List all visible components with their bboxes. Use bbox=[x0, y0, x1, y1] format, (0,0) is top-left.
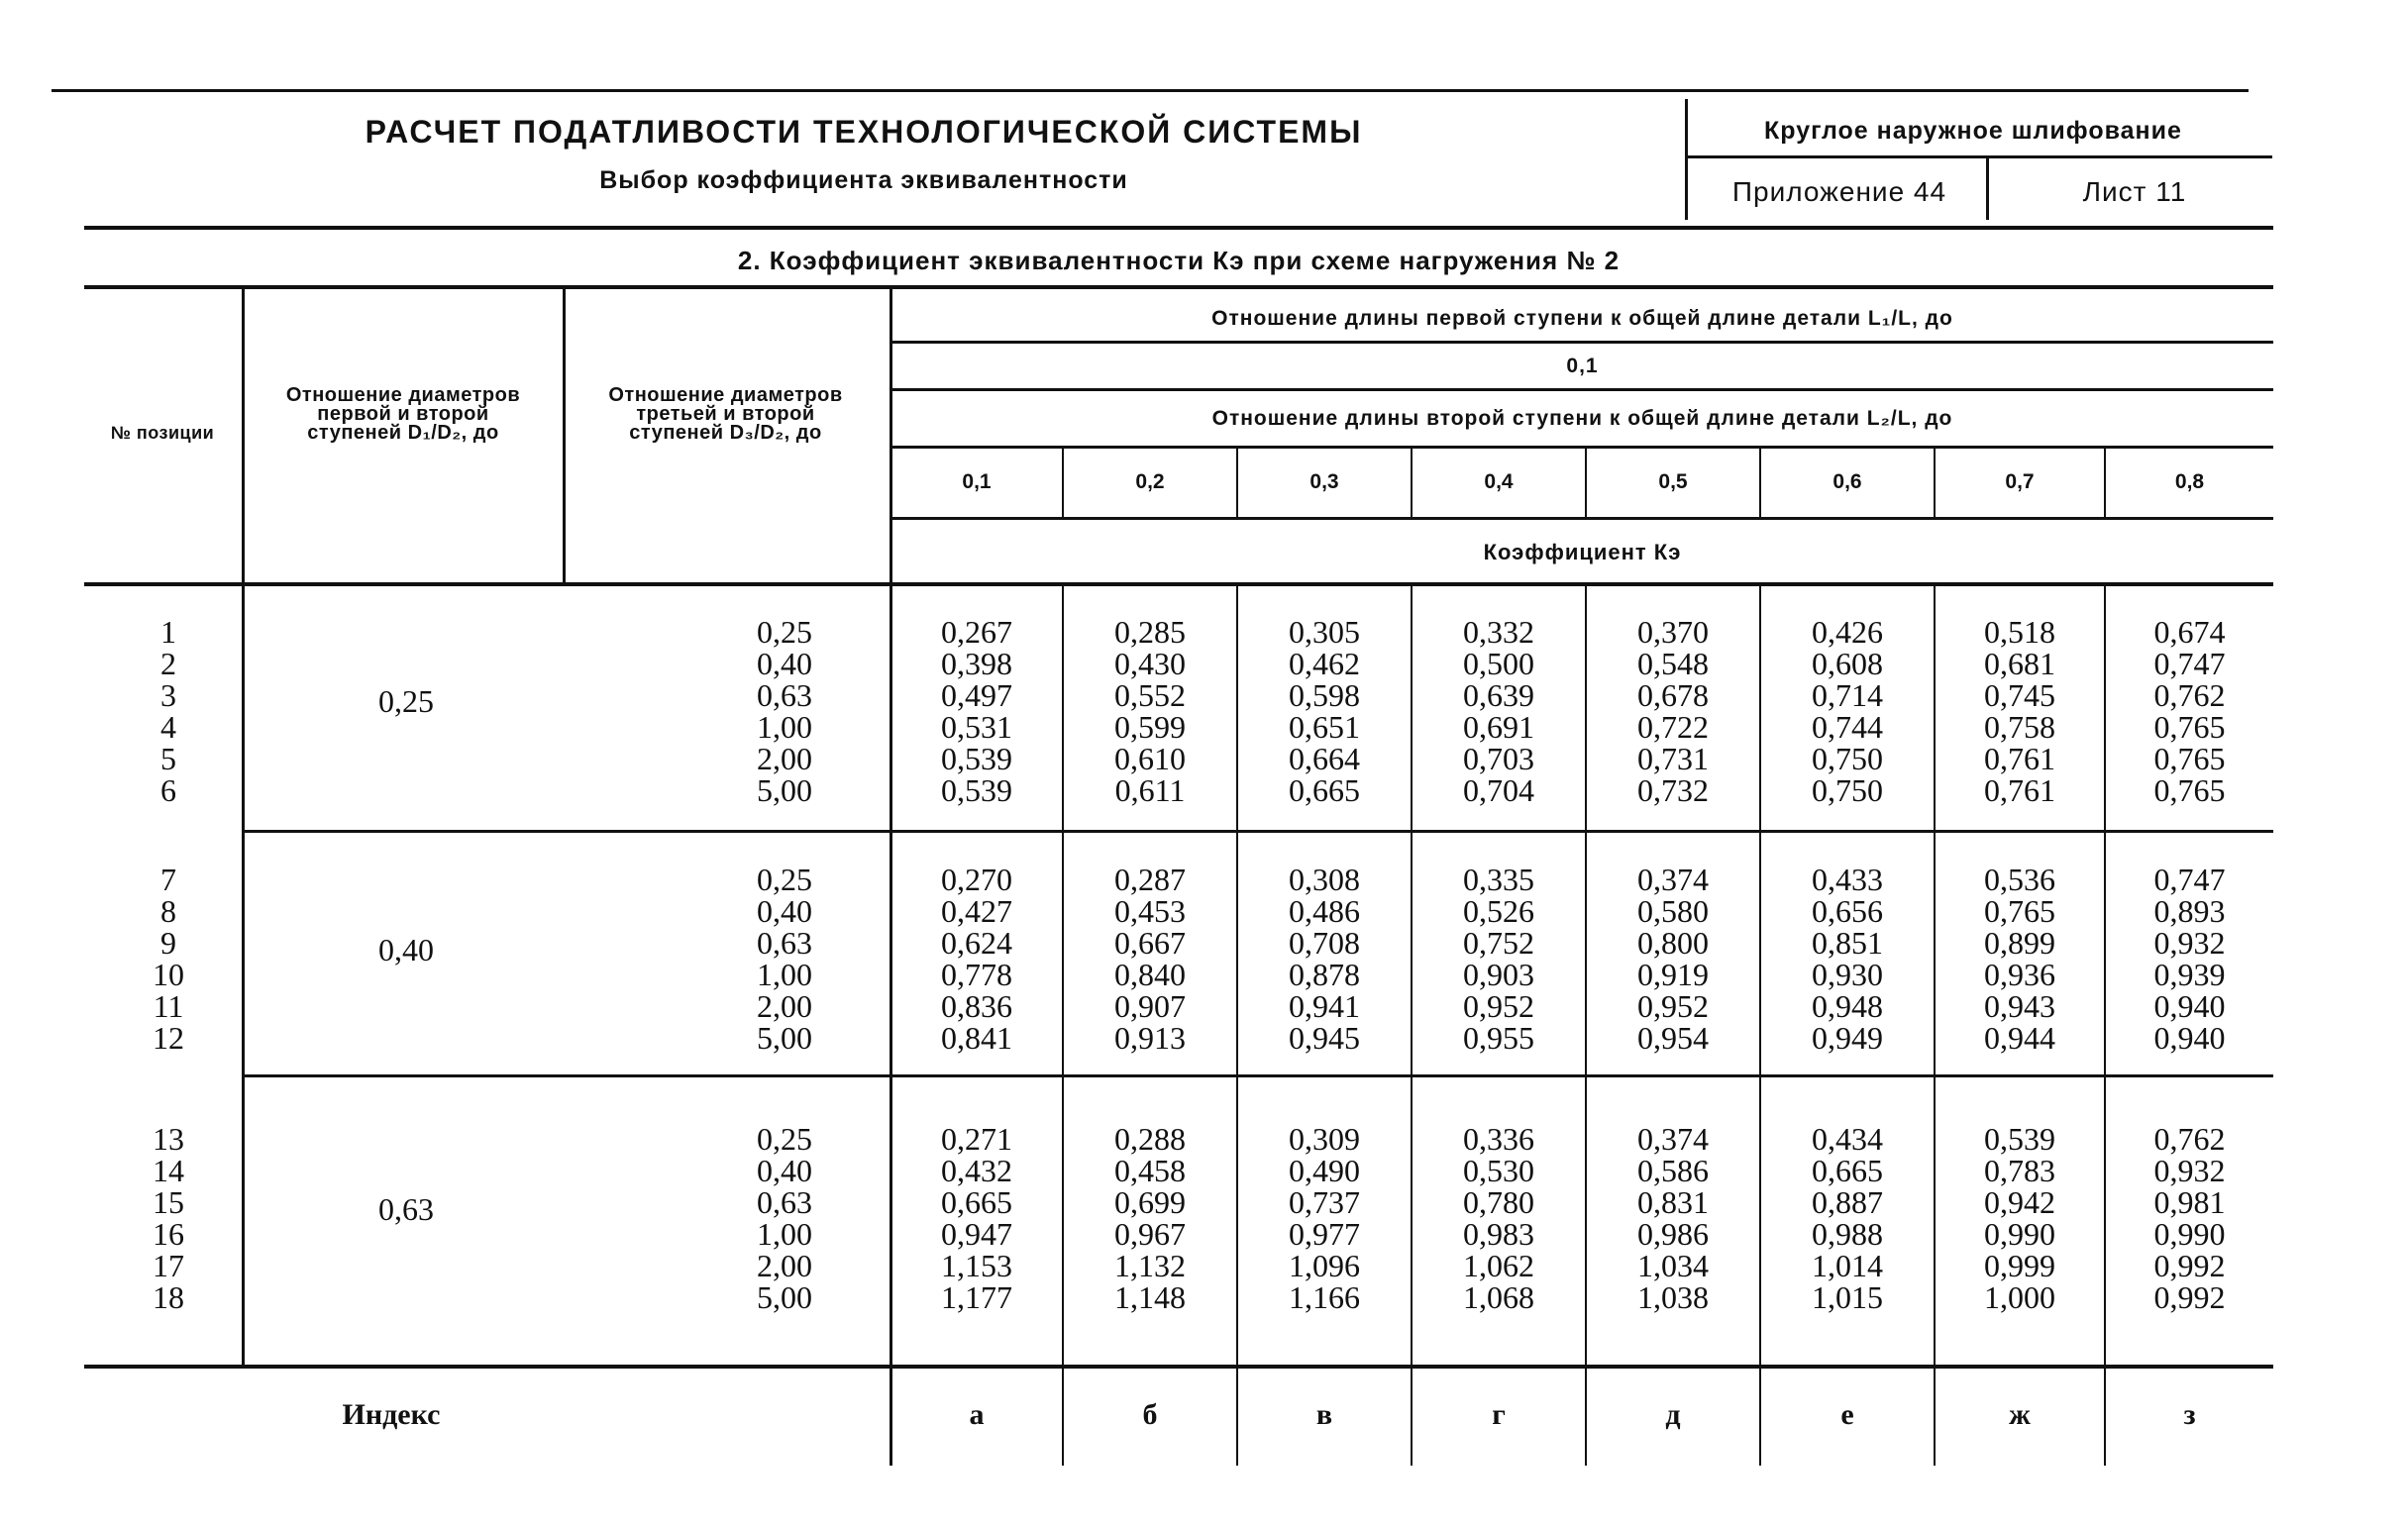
index-v: в bbox=[1315, 1398, 1333, 1431]
page-title: РАСЧЕТ ПОДАТЛИВОСТИ ТЕХНОЛОГИЧЕСКОЙ СИСТЕМЫ bbox=[365, 114, 1363, 150]
k-col-e: 0,434 0,665 0,887 0,988 1,014 1,015 bbox=[1812, 1121, 1883, 1315]
k-col-zh: 0,518 0,681 0,745 0,758 0,761 0,761 bbox=[1984, 614, 2055, 808]
k-col-d: 0,370 0,548 0,678 0,722 0,731 0,732 bbox=[1637, 614, 1709, 808]
sheet-label: Лист 11 bbox=[2082, 176, 2187, 207]
l2-value-v: 0,3 bbox=[1309, 470, 1339, 493]
page-subtitle: Выбор коэффициента эквивалентности bbox=[599, 166, 1128, 194]
d3d2-col-header: Отношение диаметров третьей и второй ступеней D₃/D₂, до bbox=[608, 384, 843, 444]
k-col-z: 0,747 0,893 0,932 0,939 0,940 0,940 bbox=[2153, 862, 2226, 1056]
positions-13-18: 13 14 15 16 17 18 bbox=[153, 1121, 184, 1315]
positions-7-12: 7 8 9 10 11 12 bbox=[153, 862, 184, 1056]
index-e: е bbox=[1840, 1398, 1854, 1431]
appendix-label: Приложение 44 bbox=[1731, 176, 1947, 207]
k-col-b: 0,287 0,453 0,667 0,840 0,907 0,913 bbox=[1114, 862, 1186, 1056]
index-b: б bbox=[1142, 1398, 1158, 1431]
d1d2-value: 0,40 bbox=[378, 932, 434, 967]
l2-value-b: 0,2 bbox=[1135, 470, 1165, 493]
k-col-g: 0,336 0,530 0,780 0,983 1,062 1,068 bbox=[1463, 1121, 1534, 1315]
k-col-a: 0,271 0,432 0,665 0,947 1,153 1,177 bbox=[941, 1121, 1012, 1315]
k-col-d: 0,374 0,580 0,800 0,919 0,952 0,954 bbox=[1637, 862, 1709, 1056]
k-col-a: 0,267 0,398 0,497 0,531 0,539 0,539 bbox=[941, 614, 1012, 808]
k-col-g: 0,335 0,526 0,752 0,903 0,952 0,955 bbox=[1463, 862, 1534, 1056]
k-col-v: 0,309 0,490 0,737 0,977 1,096 1,166 bbox=[1289, 1121, 1360, 1315]
k-col-e: 0,433 0,656 0,851 0,930 0,948 0,949 bbox=[1812, 862, 1883, 1056]
k-col-g: 0,332 0,500 0,639 0,691 0,703 0,704 bbox=[1463, 614, 1534, 808]
d3d2-values: 0,25 0,40 0,63 1,00 2,00 5,00 bbox=[757, 862, 812, 1056]
l2-header: Отношение длины второй ступени к общей длине детали L₂/L, до bbox=[1211, 407, 1953, 430]
k-col-e: 0,426 0,608 0,714 0,744 0,750 0,750 bbox=[1812, 614, 1883, 808]
positions-1-6: 1 2 3 4 5 6 bbox=[160, 614, 176, 808]
l2-value-z: 0,8 bbox=[2174, 470, 2205, 493]
k-col-v: 0,308 0,486 0,708 0,878 0,941 0,945 bbox=[1289, 862, 1360, 1056]
k-col-zh: 0,536 0,765 0,899 0,936 0,943 0,944 bbox=[1984, 862, 2055, 1056]
position-col-header: № позиции bbox=[110, 423, 215, 443]
index-zh: ж bbox=[2009, 1398, 2031, 1431]
k-col-z: 0,674 0,747 0,762 0,765 0,765 0,765 bbox=[2153, 614, 2226, 808]
k-col-d: 0,374 0,586 0,831 0,986 1,034 1,038 bbox=[1637, 1121, 1709, 1315]
k-col-a: 0,270 0,427 0,624 0,778 0,836 0,841 bbox=[941, 862, 1012, 1056]
l2-value-d: 0,5 bbox=[1658, 470, 1688, 493]
index-a: а bbox=[969, 1398, 985, 1431]
l2-value-a: 0,1 bbox=[962, 470, 992, 493]
section-label: Круглое наружное шлифование bbox=[1764, 117, 2182, 145]
k-col-zh: 0,539 0,783 0,942 0,990 0,999 1,000 bbox=[1984, 1121, 2055, 1315]
d1d2-value: 0,25 bbox=[378, 683, 434, 719]
l2-value-g: 0,4 bbox=[1484, 470, 1514, 493]
index-d: д bbox=[1665, 1398, 1681, 1431]
d3d2-values: 0,25 0,40 0,63 1,00 2,00 5,00 bbox=[757, 614, 812, 808]
k-col-b: 0,285 0,430 0,552 0,599 0,610 0,611 bbox=[1114, 614, 1186, 808]
d1d2-col-header: Отношение диаметров первой и второй ступеней D₁/D₂, до bbox=[285, 384, 521, 444]
l1-header: Отношение длины первой ступени к общей длине детали L₁/L, до bbox=[1211, 307, 1953, 330]
l2-value-e: 0,6 bbox=[1832, 470, 1862, 493]
d1d2-value: 0,63 bbox=[378, 1191, 434, 1227]
table-title: 2. Коэффициент эквивалентности Кэ при схеме нагружения № 2 bbox=[737, 246, 1621, 275]
k-col-z: 0,762 0,932 0,981 0,990 0,992 0,992 bbox=[2153, 1121, 2226, 1315]
coefficient-label: Коэффициент Кэ bbox=[1483, 540, 1682, 564]
d3d2-values: 0,25 0,40 0,63 1,00 2,00 5,00 bbox=[757, 1121, 812, 1315]
l2-value-zh: 0,7 bbox=[2005, 470, 2035, 493]
index-z: з bbox=[2183, 1398, 2196, 1431]
index-label: Индекс bbox=[342, 1398, 441, 1431]
k-col-v: 0,305 0,462 0,598 0,651 0,664 0,665 bbox=[1289, 614, 1360, 808]
index-g: г bbox=[1492, 1398, 1506, 1431]
l1-value: 0,1 bbox=[1566, 355, 1599, 377]
k-col-b: 0,288 0,458 0,699 0,967 1,132 1,148 bbox=[1114, 1121, 1186, 1315]
